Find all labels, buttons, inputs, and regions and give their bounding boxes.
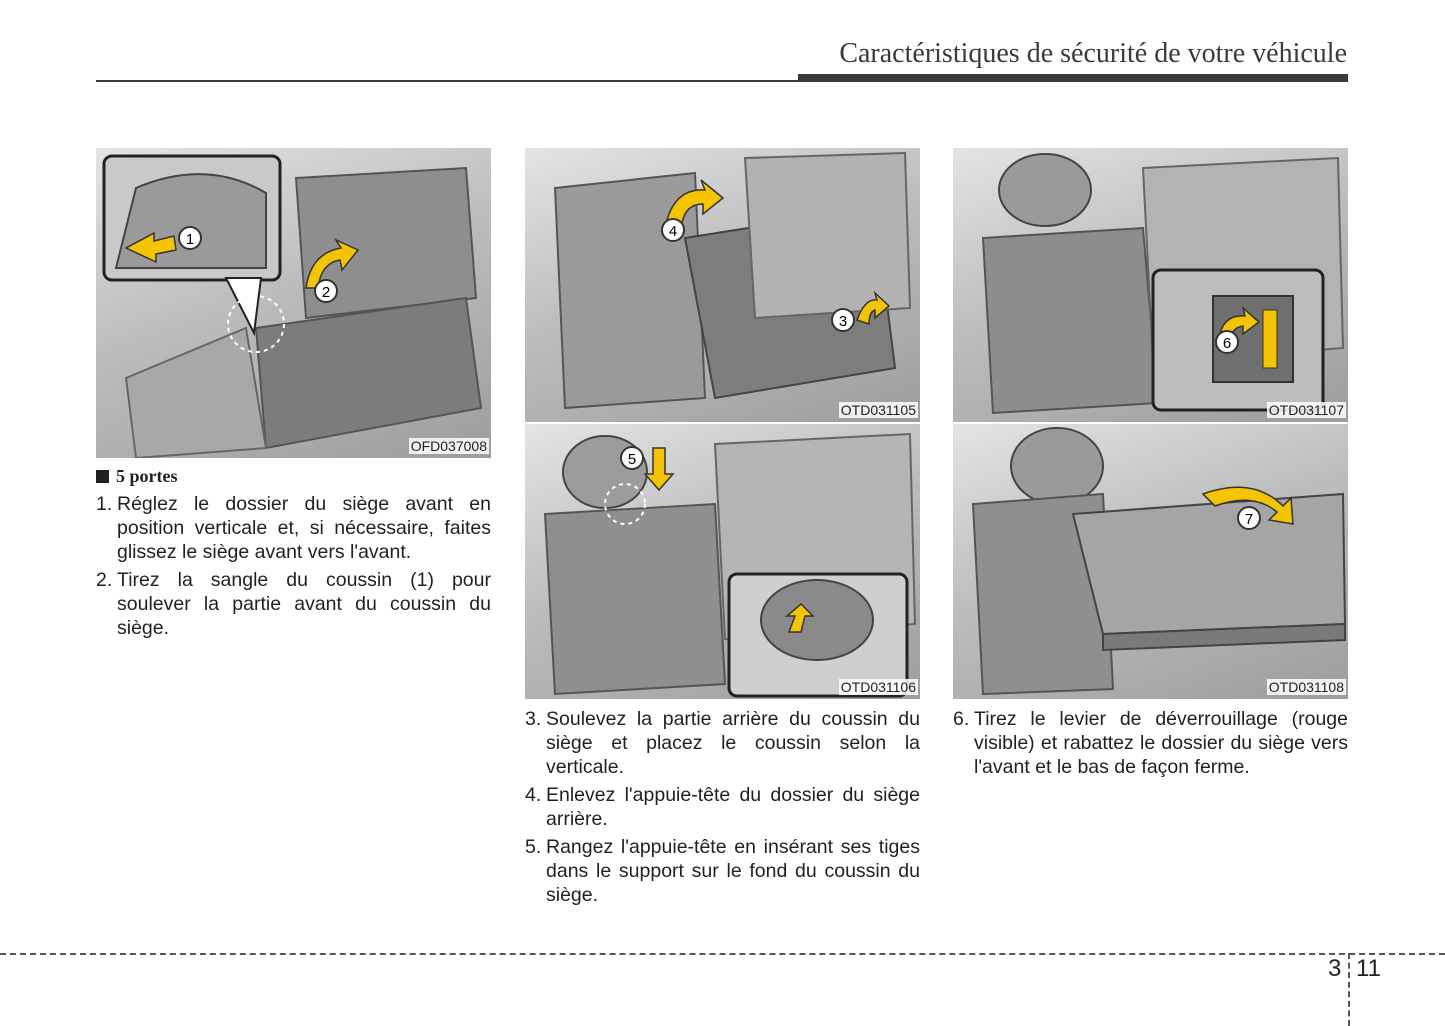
step-number: 5. (525, 836, 542, 858)
marker-6: 6 (1222, 335, 1232, 352)
figure-otd031106 (525, 424, 920, 699)
step-number: 4. (525, 784, 542, 806)
step-2 (96, 568, 491, 640)
figure-code: OFD037008 (410, 438, 487, 454)
step-text: Soulevez la partie arrière du coussin du siège et placez le coussin selon la verticale. (546, 708, 920, 778)
marker-2: 2 (321, 284, 331, 301)
figure-otd031108 (953, 424, 1348, 699)
step-5 (525, 835, 920, 907)
step-text: Tirez la sangle du coussin (1) pour soulever la partie avant du coussin du siège. (117, 569, 491, 639)
marker-4: 4 (668, 223, 678, 240)
step-6 (953, 707, 1348, 779)
page-chapter-number: 3 (1328, 955, 1342, 982)
step-4 (525, 783, 920, 831)
seat-illustration (525, 148, 920, 422)
step-3 (525, 707, 920, 779)
step-1 (96, 492, 491, 564)
footer-dashed-divider (1348, 953, 1350, 1026)
seat-illustration (953, 424, 1348, 699)
footer-dashed-rule (0, 953, 1445, 955)
steps-column-1 (96, 492, 491, 644)
steps-column-2 (525, 707, 920, 911)
seat-illustration (96, 148, 491, 458)
marker-5: 5 (627, 451, 637, 468)
figure-code: OTD031105 (840, 402, 916, 418)
step-number: 2. (96, 569, 113, 591)
page-number: 11 (1356, 955, 1381, 982)
marker-3: 3 (838, 313, 848, 330)
step-text: Réglez le dossier du siège avant en position verticale et, si nécessaire, faites glissez le siège avant vers l'avant. (117, 493, 491, 563)
figure-code: OTD031108 (1268, 679, 1344, 695)
figure-code: OTD031107 (1268, 402, 1344, 418)
bullet-square-icon (96, 470, 109, 483)
figure-otd031105 (525, 148, 920, 422)
section-heading-label: 5 portes (116, 466, 178, 486)
header-rule-thin (96, 80, 1348, 82)
seat-illustration (953, 148, 1348, 422)
step-number: 6. (953, 708, 970, 730)
step-text: Tirez le levier de déverrouillage (rouge visible) et rabattez le dossier du siège vers l'avant et le bas de façon ferme. (974, 708, 1348, 778)
figure-otd031107 (953, 148, 1348, 422)
page-header-title: Caractéristiques de sécurité de votre véhicule (839, 38, 1347, 69)
steps-column-3 (953, 707, 1348, 783)
marker-1: 1 (185, 231, 195, 248)
step-number: 3. (525, 708, 542, 730)
section-heading (96, 466, 178, 487)
figure-code: OTD031106 (840, 679, 916, 695)
marker-7: 7 (1244, 511, 1254, 528)
seat-illustration (525, 424, 920, 699)
step-text: Enlevez l'appuie-tête du dossier du siège arrière. (546, 784, 920, 830)
figure-ofd037008 (96, 148, 491, 458)
step-text: Rangez l'appuie-tête en insérant ses tiges dans le support sur le fond du coussin du siège. (546, 836, 920, 906)
step-number: 1. (96, 493, 113, 515)
